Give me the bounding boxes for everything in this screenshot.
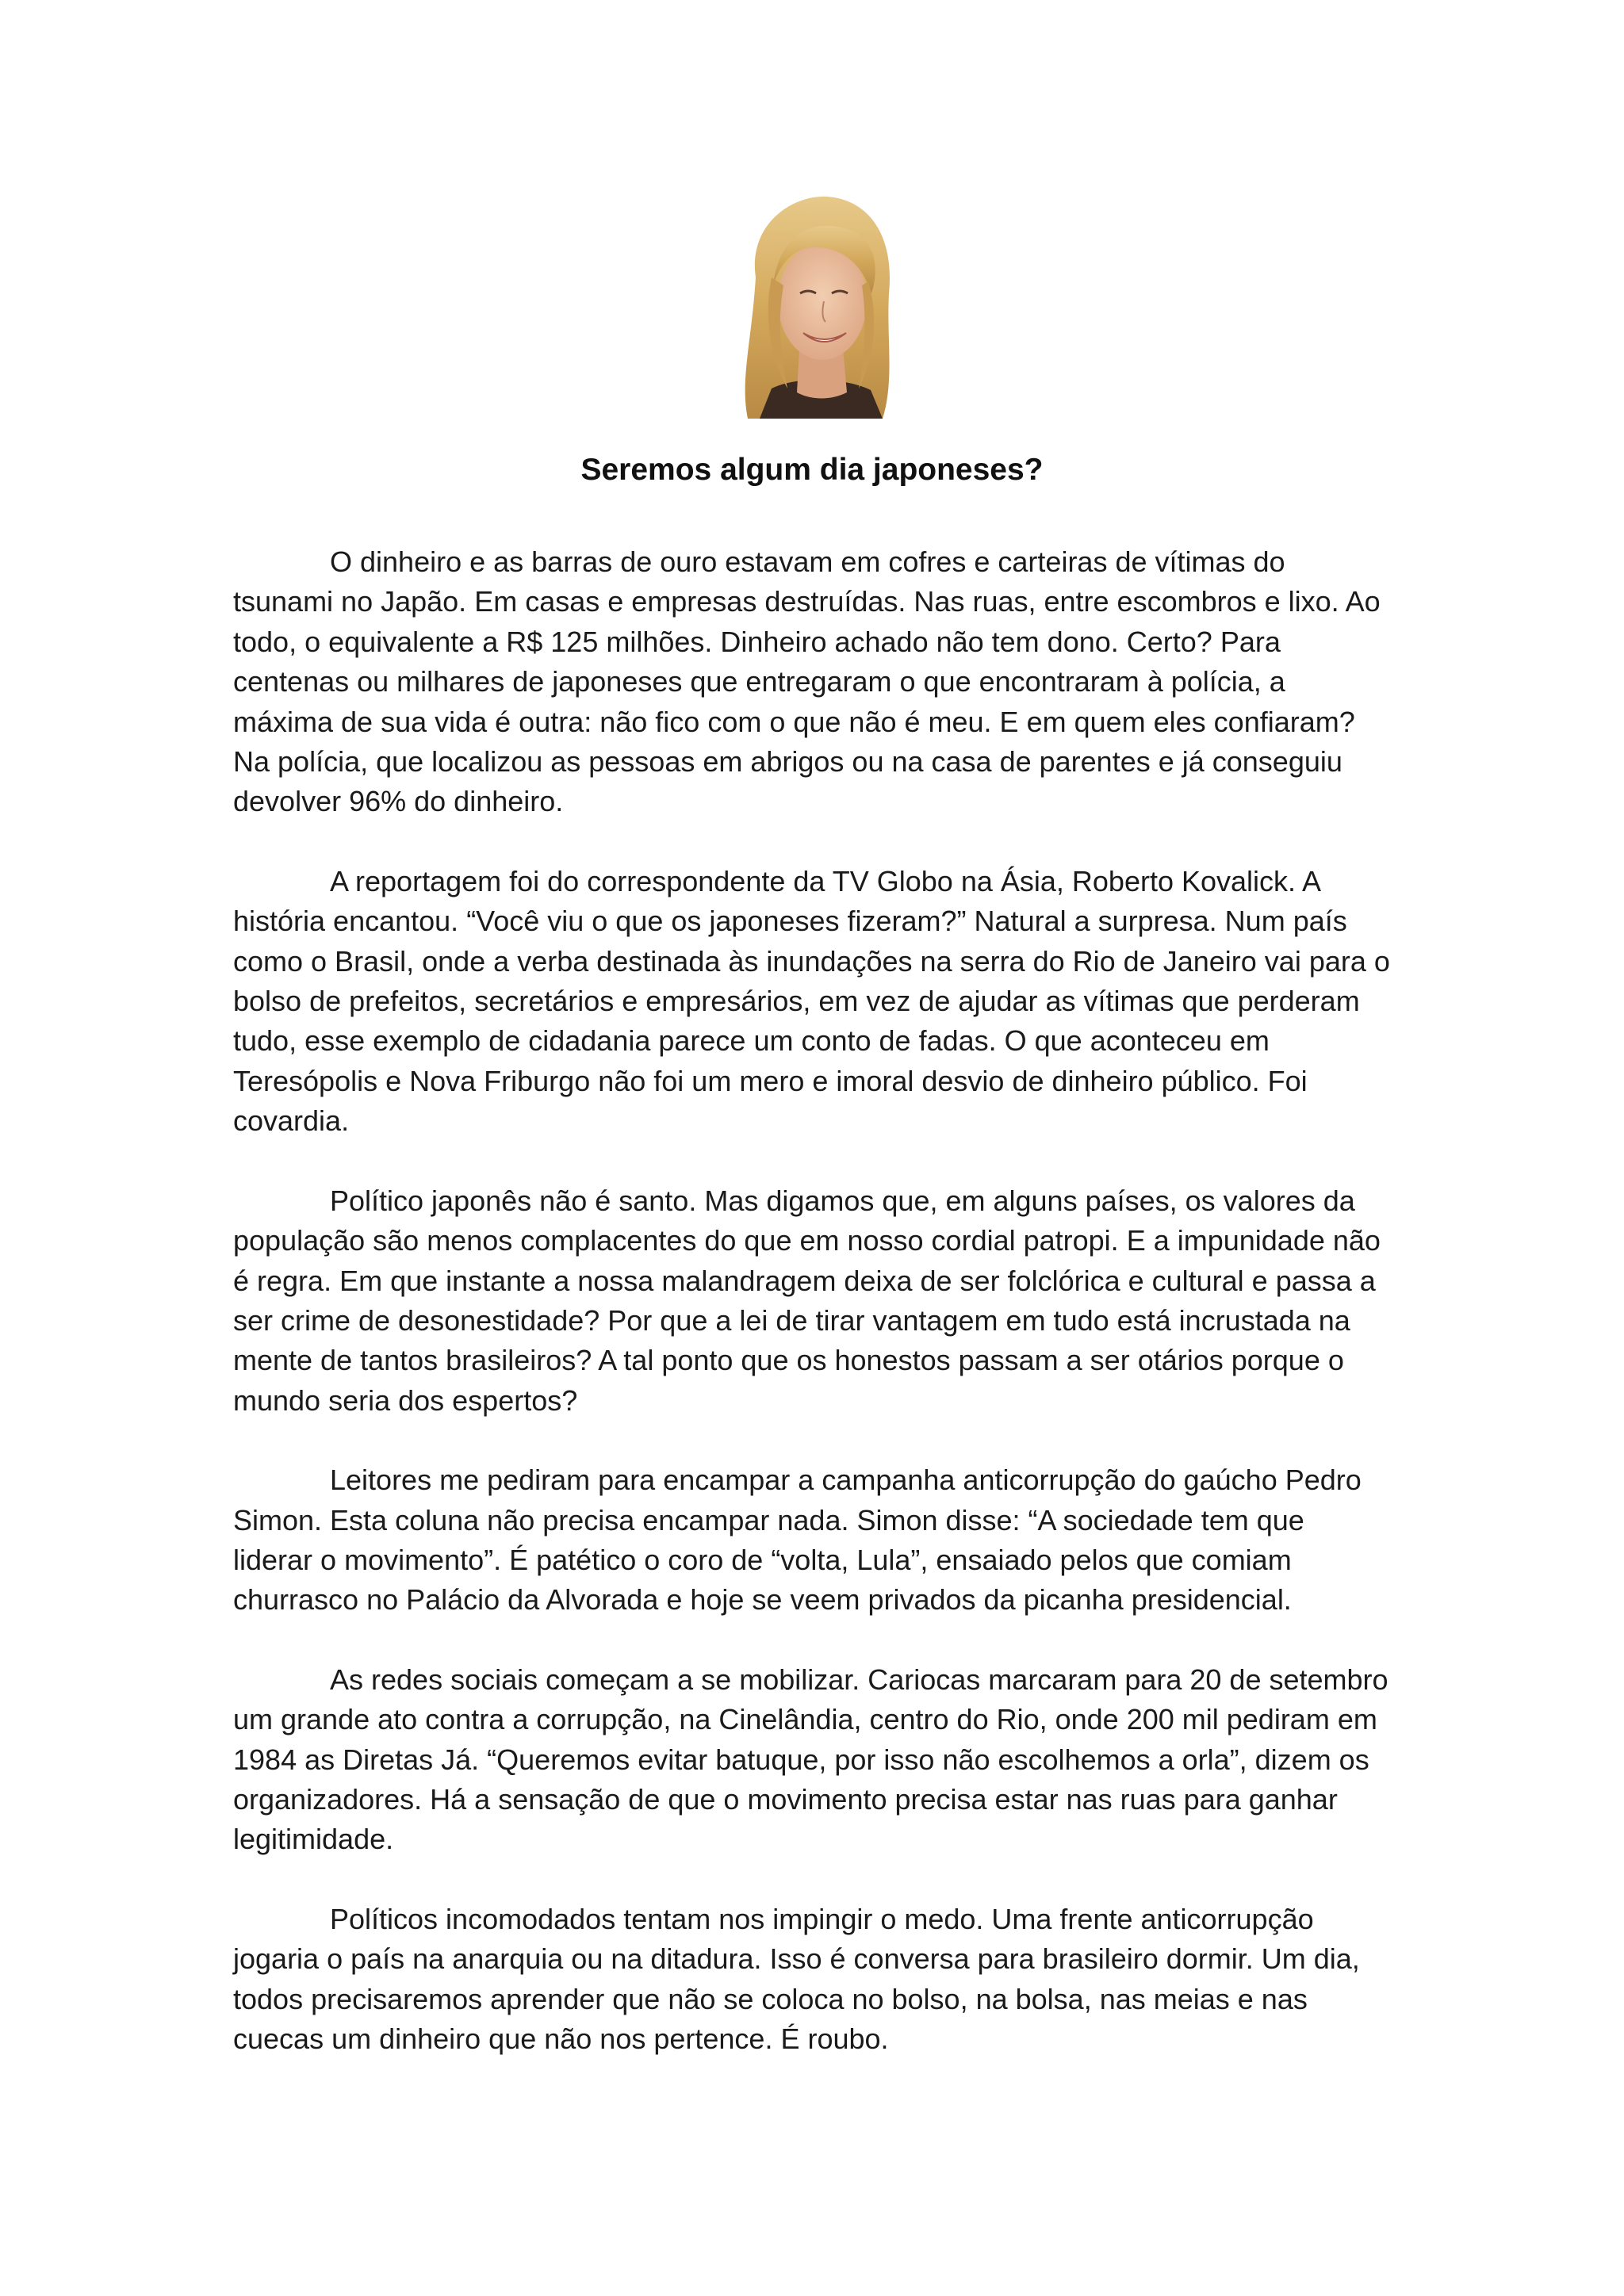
article-paragraph: Leitores me pediram para encampar a campanha anticorrupção do gaúcho Pedro Simon. Esta coluna não precisa encampar nada. Simon disse: “A sociedade tem que liderar o movimento”. É patético o coro de “volta, Lula”, ensaiado pelos que comiam churrasco no Palácio da Alvorada e hoje se veem privados da picanha presidencial. (233, 1464, 1362, 1617)
article-title: Seremos algum dia japoneses? (580, 453, 1044, 487)
article-paragraph: Políticos incomodados tentam nos impingir o medo. Uma frente anticorrupção jogaria o país na anarquia ou na ditadura. Isso é conversa para brasileiro dormir. Um dia, todos precisaremos aprender que não se coloca no bolso, na bolsa, nas meias e nas cuecas um dinheiro que não nos pertence. É roubo. (233, 1902, 1360, 2055)
article-paragraph: A reportagem foi do correspondente da TV Globo na Ásia, Roberto Kovalick. A história encantou. “Você viu o que os japoneses fizeram?” Natural a surpresa. Num país como o Brasil, onde a verba destinada às inundações na serra do Rio de Janeiro vai para o bolso de prefeitos, secretários e empresários, em vez de ajudar as vítimas que perderam tudo, esse exemplo de cidadania parece um conto de fadas. O que aconteceu em Teresópolis e Nova Friburgo não foi um mero e imoral desvio de dinheiro público. Foi covardia. (233, 864, 1390, 1138)
article-paragraph: As redes sociais começam a se mobilizar. Cariocas marcaram para 20 de setembro um grande ato contra a corrupção, na Cinelândia, centro do Rio, onde 200 mil pediram em 1984 as Diretas Já. “Queremos evitar batuque, por isso não escolhemos a orla”, dizem os organizadores. Há a sensação de que o movimento precisa estar nas ruas para ganhar legitimidade. (233, 1663, 1388, 1856)
article-paragraph: Político japonês não é santo. Mas digamos que, em alguns países, os valores da população são menos complacentes do que em nosso cordial patropi. E a impunidade não é regra. Em que instante a nossa malandragem deixa de ser folclórica e cultural e passa a ser crime de desonestidade? Por que a lei de tirar vantagem em tudo está incrustada na mente de tantos brasileiros? A tal ponto que os honestos passam a ser otários porque o mundo seria dos espertos? (233, 1184, 1381, 1417)
article-paragraph: O dinheiro e as barras de ouro estavam em cofres e carteiras de vítimas do tsunami no Japão. Em casas e empresas destruídas. Nas ruas, entre escombros e lixo. Ao todo, o equivalente a R$ 125 milhões. Dinheiro achado não tem dono. Certo? Para centenas ou milhares de japoneses que entregaram o que encontraram à polícia, a máxima de sua vida é outra: não fico com o que não é meu. E em quem eles confiaram? Na polícia, que localizou as pessoas em abrigos ou na casa de parentes e já conseguiu devolver 96% do dinheiro. (233, 545, 1381, 818)
author-portrait (724, 190, 908, 419)
article-body (233, 542, 1391, 2099)
